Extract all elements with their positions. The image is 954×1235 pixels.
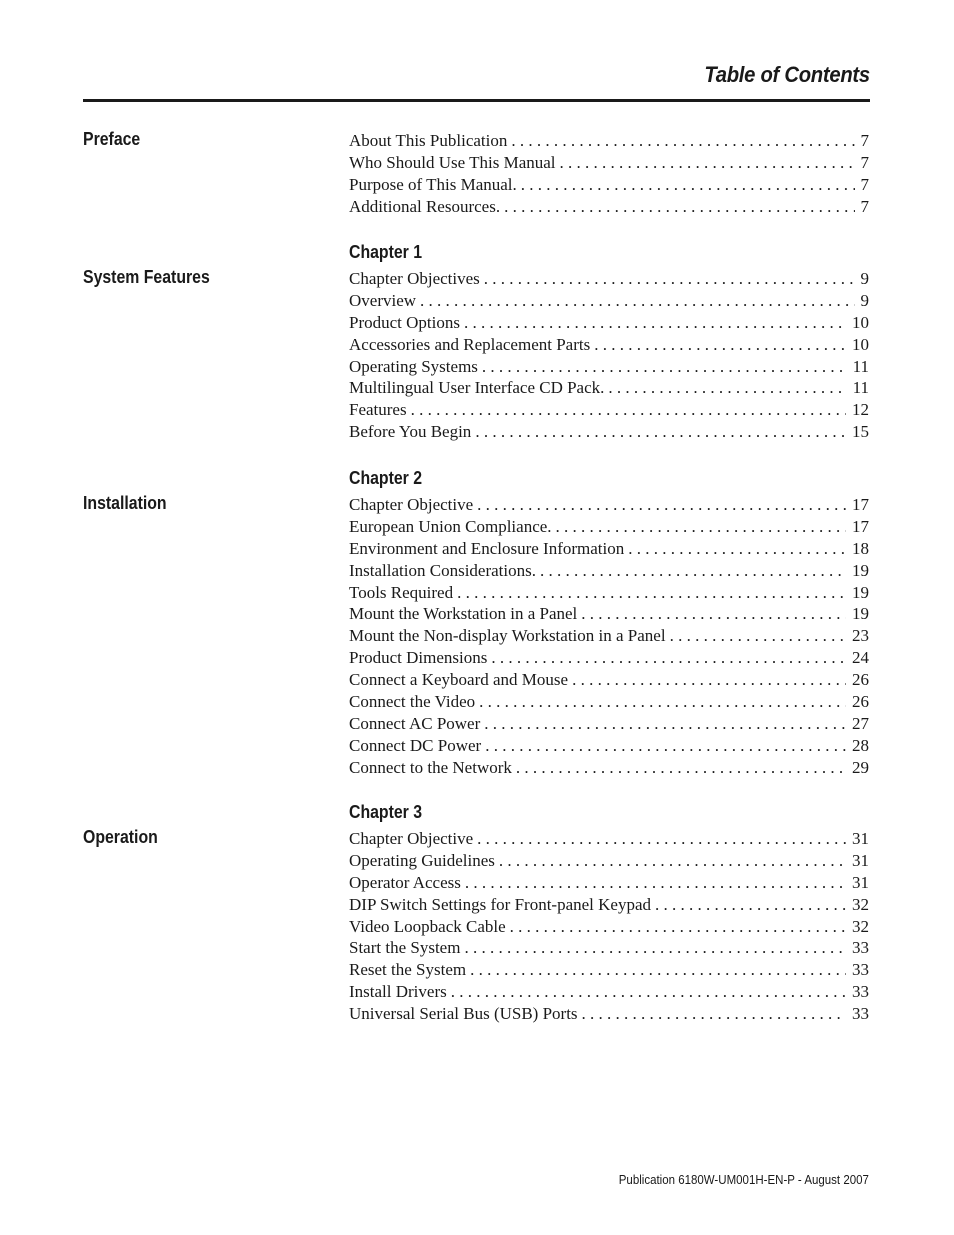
toc-entry[interactable] xyxy=(349,399,869,421)
toc-entry[interactable] xyxy=(349,152,869,174)
entry-page-number: 7 xyxy=(860,174,869,194)
dot-leader xyxy=(477,494,846,516)
dot-leader xyxy=(504,196,854,218)
toc-entry[interactable] xyxy=(349,916,869,938)
entry-title: Connect to the Network xyxy=(349,757,512,777)
entry-title: Chapter Objective xyxy=(349,495,474,514)
toc-entry[interactable] xyxy=(349,356,869,378)
entry-title: Connect AC Power xyxy=(349,713,481,733)
dot-leader xyxy=(479,691,846,713)
toc-entry[interactable] xyxy=(349,560,869,582)
entry-title: Chapter Objectives xyxy=(349,269,480,288)
dot-leader xyxy=(464,937,846,959)
entry-title: Operator Access xyxy=(349,872,461,892)
entry-page-number: 27 xyxy=(852,713,869,733)
entry-title: Purpose of This Manual. xyxy=(349,174,517,194)
dot-leader xyxy=(499,850,846,872)
entry-title: Install Drivers xyxy=(349,982,447,1002)
entry-title: Mount the Non-display Workstation in a Panel xyxy=(349,626,666,646)
entry-page-number: 32 xyxy=(852,916,869,936)
entry-page-number: 18 xyxy=(852,538,869,558)
dot-leader xyxy=(484,268,855,290)
toc-entry[interactable] xyxy=(349,850,869,872)
entry-page-number: 24 xyxy=(852,648,869,668)
entry-page-number: 33 xyxy=(852,982,869,1002)
dot-leader xyxy=(582,1003,846,1025)
entry-page-number: 32 xyxy=(852,894,869,914)
entry-page-number: 28 xyxy=(852,735,869,755)
entry-title: Chapter Objective xyxy=(349,829,474,848)
entry-title: Before You Begin xyxy=(349,422,472,442)
toc-entry[interactable] xyxy=(349,582,869,604)
entry-page-number: 23 xyxy=(852,626,869,646)
entry-title: Who Should Use This Manual xyxy=(349,152,556,172)
toc-entry[interactable] xyxy=(349,735,869,757)
toc-entry[interactable] xyxy=(349,603,869,625)
dot-leader xyxy=(470,959,846,981)
toc-entry[interactable] xyxy=(349,872,869,894)
entry-page-number: 33 xyxy=(852,938,869,958)
dot-leader xyxy=(484,713,846,735)
toc-entry[interactable] xyxy=(349,312,869,334)
entry-title: Connect a Keyboard and Mouse xyxy=(349,670,569,690)
toc-entry[interactable] xyxy=(349,625,869,647)
toc-entry[interactable] xyxy=(349,538,869,560)
dot-leader xyxy=(594,334,846,356)
section-heading: System Features xyxy=(83,267,210,287)
toc-entry[interactable] xyxy=(349,421,869,443)
toc-entry[interactable] xyxy=(349,713,869,735)
entry-title: DIP Switch Settings for Front-panel Keypad xyxy=(349,894,652,914)
entry-page-number: 9 xyxy=(860,269,869,288)
publication-footer: Publication 6180W-UM001H-EN-P - August 2007 xyxy=(618,1173,869,1187)
entry-page-number: 10 xyxy=(852,334,869,354)
toc-entry[interactable] xyxy=(349,377,869,399)
dot-leader xyxy=(560,152,855,174)
toc-entry[interactable] xyxy=(349,981,869,1003)
entry-title: Environment and Enclosure Information xyxy=(349,538,625,558)
page-title: Table of Contents xyxy=(704,62,870,87)
toc-entry[interactable] xyxy=(349,669,869,691)
entry-list xyxy=(349,494,869,779)
toc-entry[interactable] xyxy=(349,937,869,959)
entry-list xyxy=(349,130,869,218)
toc-entry[interactable] xyxy=(349,647,869,669)
entry-title: Start the System xyxy=(349,938,461,958)
entry-title: Mount the Workstation in a Panel xyxy=(349,604,578,624)
toc-entry[interactable] xyxy=(349,894,869,916)
dot-leader xyxy=(482,356,847,378)
entry-title: Operating Systems xyxy=(349,356,478,376)
entry-page-number: 29 xyxy=(852,757,869,777)
dot-leader xyxy=(510,916,846,938)
entry-title: Additional Resources. xyxy=(349,196,501,216)
toc-entry[interactable] xyxy=(349,130,869,152)
entry-page-number: 15 xyxy=(852,422,869,442)
entry-title: Operating Guidelines xyxy=(349,850,495,870)
toc-entry[interactable] xyxy=(349,268,869,290)
entry-title: European Union Compliance. xyxy=(349,516,552,536)
toc-entry[interactable] xyxy=(349,196,869,218)
dot-leader xyxy=(420,290,854,312)
toc-entry[interactable] xyxy=(349,828,869,850)
chapter-label: Chapter 1 xyxy=(349,242,423,262)
entry-title: Reset the System xyxy=(349,960,467,980)
toc-entry[interactable] xyxy=(349,494,869,516)
entry-list xyxy=(349,828,869,1025)
dot-leader xyxy=(477,828,846,850)
dot-leader xyxy=(491,647,846,669)
entry-page-number: 19 xyxy=(852,582,869,602)
entry-page-number: 7 xyxy=(860,152,869,172)
entry-page-number: 7 xyxy=(860,131,869,150)
entry-title: Product Dimensions xyxy=(349,648,488,668)
dot-leader xyxy=(628,538,846,560)
entry-page-number: 11 xyxy=(852,378,869,398)
title-rule xyxy=(83,99,870,102)
dot-leader xyxy=(572,669,846,691)
entry-title: Connect DC Power xyxy=(349,735,482,755)
entry-page-number: 26 xyxy=(852,670,869,690)
chapter-label: Chapter 3 xyxy=(349,802,423,822)
entry-page-number: 31 xyxy=(852,850,869,870)
dot-leader xyxy=(511,130,854,152)
chapter-label: Chapter 2 xyxy=(349,468,423,488)
entry-page-number: 9 xyxy=(860,290,869,310)
entry-page-number: 17 xyxy=(852,516,869,536)
entry-title: Connect the Video xyxy=(349,692,476,712)
entry-title: Overview xyxy=(349,290,417,310)
dot-leader xyxy=(581,603,846,625)
entry-title: Features xyxy=(349,400,407,420)
entry-page-number: 33 xyxy=(852,1004,869,1024)
entry-page-number: 11 xyxy=(852,356,869,376)
section-heading: Preface xyxy=(83,129,141,149)
entry-page-number: 33 xyxy=(852,960,869,980)
entry-page-number: 26 xyxy=(852,692,869,712)
dot-leader xyxy=(516,757,846,779)
toc-entry[interactable] xyxy=(349,174,869,196)
dot-leader xyxy=(655,894,846,916)
entry-list xyxy=(349,268,869,443)
entry-title: About This Publication xyxy=(349,131,508,150)
toc-entry[interactable] xyxy=(349,334,869,356)
entry-page-number: 19 xyxy=(852,604,869,624)
section-heading: Operation xyxy=(83,827,158,847)
dot-leader xyxy=(464,312,846,334)
dot-leader xyxy=(475,421,846,443)
toc-entry[interactable] xyxy=(349,1003,869,1025)
entry-title: Multilingual User Interface CD Pack. xyxy=(349,378,605,398)
dot-leader xyxy=(411,399,846,421)
entry-title: Accessories and Replacement Parts xyxy=(349,334,591,354)
entry-page-number: 19 xyxy=(852,560,869,580)
entry-page-number: 31 xyxy=(852,872,869,892)
toc-entry[interactable] xyxy=(349,959,869,981)
entry-title: Video Loopback Cable xyxy=(349,916,506,936)
toc-entry[interactable] xyxy=(349,290,869,312)
dot-leader xyxy=(451,981,846,1003)
entry-page-number: 17 xyxy=(852,495,869,514)
entry-title: Product Options xyxy=(349,312,460,332)
entry-page-number: 12 xyxy=(852,400,869,420)
toc-entry[interactable] xyxy=(349,516,869,538)
dot-leader xyxy=(608,377,846,399)
entry-page-number: 7 xyxy=(860,196,869,216)
entry-title: Tools Required xyxy=(349,582,454,602)
dot-leader xyxy=(457,582,846,604)
dot-leader xyxy=(670,625,846,647)
entry-page-number: 31 xyxy=(852,829,869,848)
section-heading: Installation xyxy=(83,493,167,513)
dot-leader xyxy=(556,516,846,538)
entry-title: Installation Considerations. xyxy=(349,560,536,580)
toc-entry[interactable] xyxy=(349,757,869,779)
entry-title: Universal Serial Bus (USB) Ports xyxy=(349,1004,578,1024)
dot-leader xyxy=(485,735,846,757)
entry-page-number: 10 xyxy=(852,312,869,332)
toc-entry[interactable] xyxy=(349,691,869,713)
dot-leader xyxy=(521,174,855,196)
dot-leader xyxy=(540,560,846,582)
dot-leader xyxy=(465,872,846,894)
